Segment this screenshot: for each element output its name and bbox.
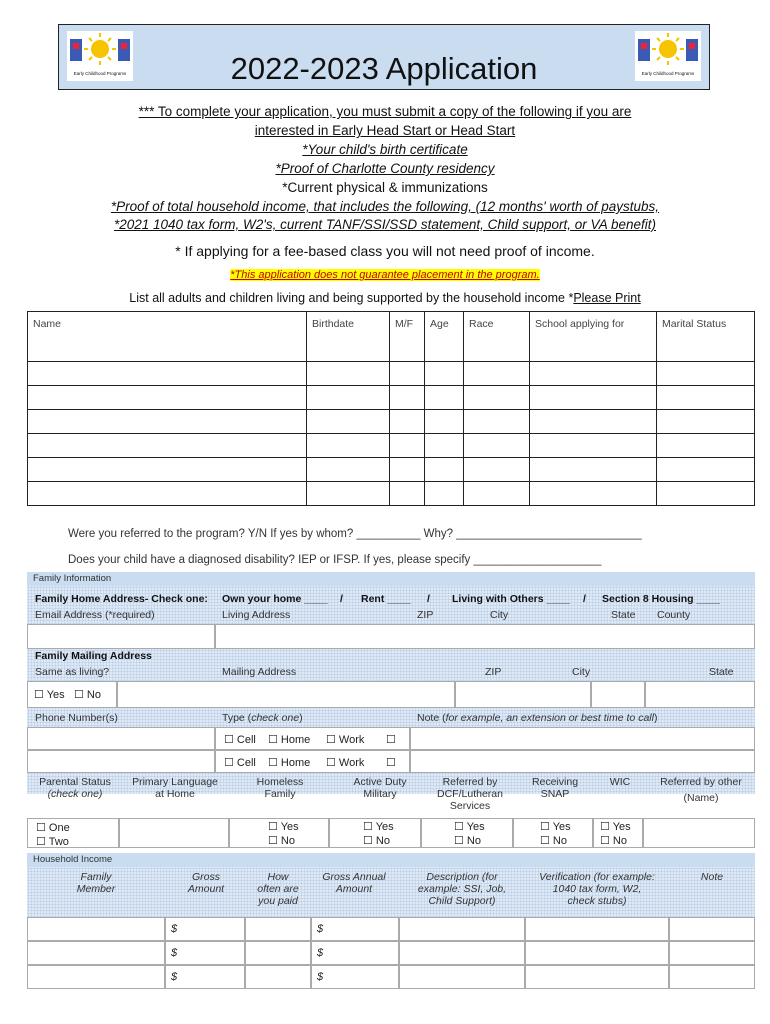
header-text: Amount bbox=[335, 883, 373, 895]
how-often-header bbox=[245, 871, 311, 907]
snap-cell bbox=[513, 818, 593, 848]
work-checkbox[interactable]: ☐ Work bbox=[326, 757, 365, 769]
income-frequency-field[interactable] bbox=[245, 965, 311, 989]
parental-status-label bbox=[27, 776, 123, 800]
instruction-birth-certificate: *Your child's birth certificate bbox=[302, 142, 468, 157]
family-info-section bbox=[27, 586, 755, 812]
parental-status-cell bbox=[27, 818, 119, 848]
wic-label: WIC bbox=[609, 776, 631, 788]
wic-no-checkbox[interactable]: ☐ No bbox=[600, 835, 627, 847]
type-label bbox=[222, 712, 303, 724]
parental-check-one: (check one) bbox=[47, 788, 103, 800]
home-checkbox[interactable]: ☐ Home bbox=[268, 757, 311, 769]
table-row[interactable] bbox=[28, 434, 755, 458]
table-row[interactable] bbox=[28, 482, 755, 506]
mailing-state-label: State bbox=[709, 666, 734, 678]
family-information-band: Family Information bbox=[27, 572, 755, 586]
logo-right bbox=[635, 31, 701, 81]
header-text: How bbox=[267, 871, 289, 883]
income-description-field[interactable] bbox=[399, 917, 525, 941]
zip-label: ZIP bbox=[417, 609, 434, 621]
homeless-label bbox=[232, 776, 328, 800]
note-label-start: Note ( bbox=[417, 712, 446, 724]
disclaimer bbox=[0, 269, 770, 281]
mailing-zip-field[interactable] bbox=[455, 681, 591, 708]
header-text: you paid bbox=[258, 895, 298, 907]
same-as-living-label: Same as living? bbox=[35, 666, 110, 678]
header-banner bbox=[58, 24, 710, 90]
mailing-address-title: Family Mailing Address bbox=[35, 650, 152, 662]
type-label-end: ) bbox=[299, 712, 303, 724]
active-duty-text: Active Duty bbox=[353, 776, 407, 788]
gross-amount-header bbox=[167, 871, 245, 895]
dcf-cell bbox=[421, 818, 513, 848]
header-text: Gross bbox=[191, 871, 220, 883]
referred-other-field[interactable] bbox=[643, 818, 755, 848]
dcf-yes-checkbox[interactable]: ☐ Yes bbox=[454, 821, 485, 833]
list-instruction bbox=[0, 291, 770, 305]
phone-note-2[interactable] bbox=[410, 750, 755, 773]
other-checkbox[interactable]: ☐ bbox=[386, 757, 396, 769]
separator: / bbox=[427, 593, 430, 605]
active-duty-label bbox=[332, 776, 428, 800]
receiving-text: Receiving bbox=[531, 776, 579, 788]
col-school: School applying for bbox=[530, 312, 657, 362]
primary-language-text: Primary Language bbox=[132, 776, 218, 788]
phone-type-1 bbox=[215, 727, 410, 750]
mailing-city-field[interactable] bbox=[591, 681, 645, 708]
description-header bbox=[399, 871, 525, 907]
col-race: Race bbox=[464, 312, 530, 362]
phone-label: Phone Number(s) bbox=[35, 712, 118, 724]
header-text: Amount bbox=[187, 883, 225, 895]
header-text: example: SSI, Job, bbox=[417, 883, 507, 895]
referred-by-text: Referred by bbox=[442, 776, 498, 788]
at-home-text: at Home bbox=[155, 788, 195, 800]
income-frequency-field[interactable] bbox=[245, 917, 311, 941]
dollar-sign: $ bbox=[171, 947, 178, 959]
other-checkbox[interactable]: ☐ bbox=[386, 734, 396, 746]
table-row[interactable] bbox=[28, 410, 755, 434]
income-frequency-field[interactable] bbox=[245, 941, 311, 965]
income-note-field[interactable] bbox=[669, 917, 755, 941]
own-home-option[interactable]: Own your home ____ bbox=[222, 593, 328, 605]
phone-note-1[interactable] bbox=[410, 727, 755, 750]
family-member-header bbox=[27, 871, 165, 895]
county-label: County bbox=[657, 609, 691, 621]
snap-no-checkbox[interactable]: ☐ No bbox=[540, 835, 567, 847]
instruction-line-1: *** To complete your application, you must submit a copy of the following if you are bbox=[138, 104, 632, 119]
phone-field-1[interactable] bbox=[27, 727, 215, 750]
instruction-physical: *Current physical & immunizations bbox=[282, 180, 488, 195]
household-income-band: Household Income bbox=[27, 853, 755, 867]
snap-text: SNAP bbox=[540, 788, 570, 800]
cell-checkbox[interactable]: ☐ Cell bbox=[224, 757, 256, 769]
two-parent-checkbox[interactable]: ☐ Two bbox=[36, 836, 69, 848]
type-check-one: check one bbox=[251, 712, 300, 724]
type-label-start: Type ( bbox=[222, 712, 252, 724]
note-label bbox=[417, 712, 657, 724]
wic-cell bbox=[593, 818, 643, 848]
mailing-address-label: Mailing Address bbox=[222, 666, 297, 678]
dcf-text: DCF/Lutheran bbox=[437, 788, 503, 800]
primary-language-label bbox=[123, 776, 227, 800]
income-annual-field[interactable] bbox=[311, 965, 399, 989]
disability-question[interactable]: Does your child have a diagnosed disability? IEP or IFSP. If yes, please specify ____________________ bbox=[68, 554, 602, 566]
note-label-end: ) bbox=[653, 712, 658, 724]
header-text: Child Support) bbox=[428, 895, 496, 907]
same-no-checkbox[interactable]: ☐ No bbox=[74, 689, 101, 701]
please-print: Please Print bbox=[573, 291, 641, 305]
snap-yes-checkbox[interactable]: ☐ Yes bbox=[540, 821, 571, 833]
instruction-line-2: interested in Early Head Start or Head Start bbox=[254, 123, 516, 138]
income-verification-field[interactable] bbox=[525, 941, 669, 965]
table-header-row bbox=[28, 312, 755, 362]
military-cell bbox=[329, 818, 421, 848]
parental-status-text: Parental Status bbox=[39, 776, 111, 788]
homeless-yes-checkbox[interactable]: ☐ Yes bbox=[268, 821, 299, 833]
income-member-field[interactable] bbox=[27, 965, 165, 989]
mailing-city-label: City bbox=[572, 666, 591, 678]
dcf-referral-label bbox=[422, 776, 518, 812]
note-header: Note bbox=[700, 871, 724, 883]
income-note-field[interactable] bbox=[669, 965, 755, 989]
dollar-sign: $ bbox=[317, 947, 324, 959]
income-note-field[interactable] bbox=[669, 941, 755, 965]
income-verification-field[interactable] bbox=[525, 917, 669, 941]
income-annual-field[interactable] bbox=[311, 941, 399, 965]
instruction-tax-form: *2021 1040 tax form, W2's, current TANF/SSI/SSD statement, Child support, or VA benefit) bbox=[113, 217, 657, 232]
income-member-field[interactable] bbox=[27, 917, 165, 941]
household-members-table bbox=[27, 311, 755, 506]
dollar-sign: $ bbox=[171, 923, 178, 935]
dollar-sign: $ bbox=[317, 971, 324, 983]
section-8-option[interactable]: Section 8 Housing ____ bbox=[602, 593, 720, 605]
header-text: often are bbox=[257, 883, 299, 895]
header-text: Member bbox=[76, 883, 116, 895]
referred-other-text: Referred by other bbox=[660, 776, 742, 788]
page-title: 2022-2023 Application bbox=[230, 51, 538, 86]
table-row[interactable] bbox=[28, 458, 755, 482]
snap-label bbox=[515, 776, 595, 800]
home-checkbox[interactable]: ☐ Home bbox=[268, 734, 311, 746]
disclaimer-text: *This application does not guarantee placement in the program. bbox=[230, 269, 540, 281]
note-example: for example, an extension or best time to call bbox=[445, 712, 654, 724]
living-address-label: Living Address bbox=[222, 609, 291, 621]
dcf-no-checkbox[interactable]: ☐ No bbox=[454, 835, 481, 847]
military-no-checkbox[interactable]: ☐ No bbox=[363, 835, 390, 847]
income-header bbox=[27, 867, 755, 917]
col-birthdate: Birthdate bbox=[307, 312, 390, 362]
wic-yes-checkbox[interactable]: ☐ Yes bbox=[600, 821, 631, 833]
one-parent-checkbox[interactable]: ☐ One bbox=[36, 822, 70, 834]
income-rows bbox=[27, 917, 755, 989]
instruction-fee-based: * If applying for a fee-based class you will not need proof of income. bbox=[175, 243, 595, 259]
income-gross-field[interactable] bbox=[165, 917, 245, 941]
living-address-field[interactable] bbox=[215, 624, 755, 649]
col-name: Name bbox=[28, 312, 307, 362]
referred-other-label bbox=[647, 776, 755, 804]
instruction-residency: *Proof of Charlotte County residency bbox=[275, 161, 495, 176]
homeless-text: Homeless bbox=[256, 776, 304, 788]
city-label: City bbox=[490, 609, 509, 621]
separator: / bbox=[583, 593, 586, 605]
header-text: 1040 tax form, W2, bbox=[552, 883, 642, 895]
home-address-label: Family Home Address- Check one: bbox=[35, 593, 208, 605]
income-member-field[interactable] bbox=[27, 941, 165, 965]
military-yes-checkbox[interactable]: ☐ Yes bbox=[363, 821, 394, 833]
table-row[interactable] bbox=[28, 386, 755, 410]
col-marital-status: Marital Status bbox=[657, 312, 755, 362]
dollar-sign: $ bbox=[171, 971, 178, 983]
homeless-cell bbox=[229, 818, 329, 848]
phone-type-2 bbox=[215, 750, 410, 773]
income-gross-field[interactable] bbox=[165, 941, 245, 965]
same-as-living-cell bbox=[27, 681, 117, 708]
col-age: Age bbox=[425, 312, 464, 362]
logo-right-text: Early Childhood Programs bbox=[641, 71, 695, 76]
homeless-family-text: Family bbox=[264, 788, 296, 800]
header-text: Description (for bbox=[426, 871, 498, 883]
state-label: State bbox=[611, 609, 636, 621]
email-label: Email Address (*required) bbox=[35, 609, 155, 621]
header-text: Family bbox=[80, 871, 112, 883]
instruction-income-proof: *Proof of total household income, that includes the following, (12 months' worth of paystubs, bbox=[110, 199, 660, 214]
services-text: Services bbox=[449, 800, 491, 812]
col-mf: M/F bbox=[390, 312, 425, 362]
mailing-address-field[interactable] bbox=[117, 681, 455, 708]
dollar-sign: $ bbox=[317, 923, 324, 935]
name-paren-text: (Name) bbox=[683, 792, 719, 804]
income-gross-field[interactable] bbox=[165, 965, 245, 989]
table-row[interactable] bbox=[28, 362, 755, 386]
header-text: check stubs) bbox=[567, 895, 627, 907]
military-text: Military bbox=[363, 788, 397, 800]
list-instruction-text: List all adults and children living and being supported by the household income * bbox=[129, 291, 574, 305]
income-annual-field[interactable] bbox=[311, 917, 399, 941]
referral-question[interactable]: Were you referred to the program? Y/N If yes by whom? __________ Why? _____________________________ bbox=[68, 528, 642, 540]
header-text: Verification (for example: bbox=[539, 871, 655, 883]
primary-language-field[interactable] bbox=[119, 818, 229, 848]
homeless-no-checkbox[interactable]: ☐ No bbox=[268, 835, 295, 847]
mailing-state-field[interactable] bbox=[645, 681, 755, 708]
income-verification-field[interactable] bbox=[525, 965, 669, 989]
same-yes-checkbox[interactable]: ☐ Yes bbox=[34, 689, 65, 701]
income-description-field[interactable] bbox=[399, 965, 525, 989]
email-field[interactable] bbox=[27, 624, 215, 649]
header-text: Gross Annual bbox=[322, 871, 386, 883]
mailing-zip-label: ZIP bbox=[485, 666, 502, 678]
separator: / bbox=[340, 593, 343, 605]
income-description-field[interactable] bbox=[399, 941, 525, 965]
cell-checkbox[interactable]: ☐ Cell bbox=[224, 734, 256, 746]
verification-header bbox=[525, 871, 669, 907]
phone-field-2[interactable] bbox=[27, 750, 215, 773]
work-checkbox[interactable]: ☐ Work bbox=[326, 734, 365, 746]
rent-option[interactable]: Rent ____ bbox=[361, 593, 411, 605]
gross-annual-header bbox=[311, 871, 397, 895]
living-with-others-option[interactable]: Living with Others ____ bbox=[452, 593, 570, 605]
logo-left-text: Early Childhood Programs bbox=[73, 71, 127, 76]
